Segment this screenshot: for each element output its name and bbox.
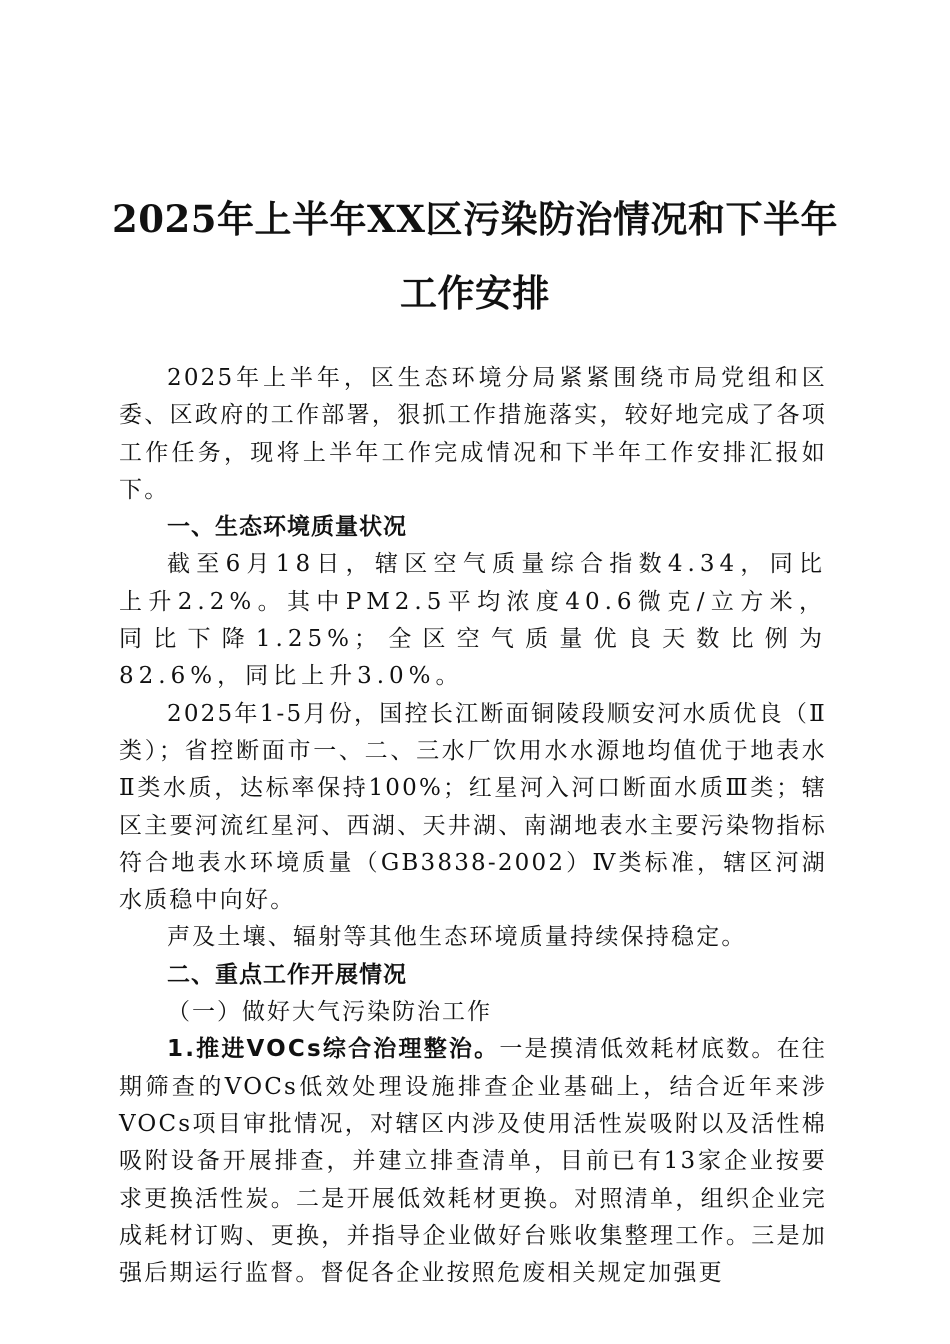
section-1-heading: 一、生态环境质量状况 — [167, 514, 407, 541]
item-1-paragraph — [119, 1031, 827, 1292]
section-2-heading: 二、重点工作开展情况 — [167, 961, 407, 988]
subsection-1-heading: （一）做好大气污染防治工作 — [167, 999, 492, 1026]
intro-paragraph: 2025年上半年，区生态环境分局紧紧围绕市局党组和区委、区政府的工作部署，狠抓工作措施落实，较好地完成了各项工作任务，现将上半年工作完成情况和下半年工作安排汇报如下。 — [119, 365, 827, 503]
air-quality-paragraph: 截至6月18日，辖区空气质量综合指数4.34，同比上升2.2%。其中PM2.5平均浓度40.6微克/立方米，同比下降1.25%；全区空气质量优良天数比例为82.6%，同比上升3.0%。 — [119, 551, 827, 690]
item-1-lead: 1.推进VOCs综合治理整治。 — [167, 1036, 500, 1063]
item-1-text: 一是摸清低效耗材底数。在往期筛查的VOCs低效处理设施排查企业基础上，结合近年来涉VOCs项目审批情况，对辖区内涉及使用活性炭吸附以及活性棉吸附设备开展排查，并建立排查清单，目前已有13家企业按要求更换活性炭。二是开展低效耗材更换。对照清单，组织企业完成耗材订购、更换，并指导企业做好台账收集整理工作。三是加强后期运行监督。督促各企业按照危废相关规定加强更 — [119, 1036, 827, 1287]
other-quality-paragraph: 声及土壤、辐射等其他生态环境质量持续保持稳定。 — [167, 924, 747, 951]
document-title: 2025年上半年XX区污染防治情况和下半年工作安排 — [112, 196, 838, 315]
water-quality-paragraph: 2025年1-5月份，国控长江断面铜陵段顺安河水质优良（Ⅱ类）；省控断面市一、二、三水厂饮用水水源地均值优于地表水Ⅱ类水质，达标率保持100%；红星河入河口断面水质Ⅲ类；辖区主要河流红星河、西湖、天井湖、南湖地表水主要污染物指标符合地表水环境质量（GB3838-2002）Ⅳ类标准，辖区河湖水质稳中向好。 — [119, 700, 827, 914]
document-body — [119, 360, 827, 1292]
